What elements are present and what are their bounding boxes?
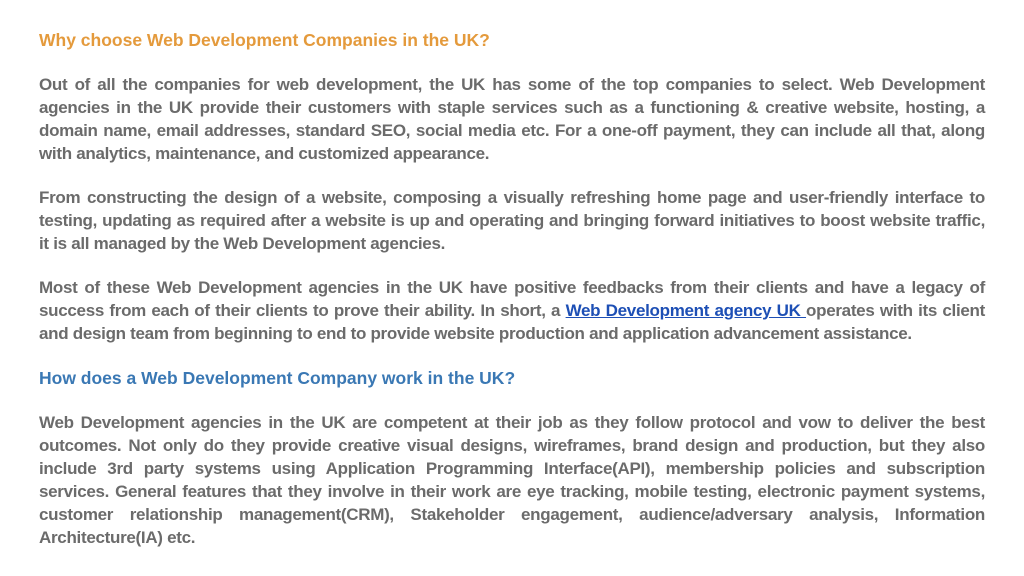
paragraph-companies-overview: Out of all the companies for web development, the UK has some of the top companies to select. Web Development agencies in the UK provide their customers with staple services such as a functioning & creative website, hosting, a domain name, email addresses, standard SEO, social media etc. For a one-off payment, they can include all that, along with analytics, maintenance, and customized appearance. bbox=[39, 75, 985, 163]
paragraph-feedback-text-start: Most of these Web Development agencies in the UK have positive feedbacks from their clients and have a legacy of success from each of their clients to prove their ability. In short, a bbox=[39, 278, 985, 320]
section-heading-why-choose: Why choose Web Development Companies in the UK? bbox=[39, 30, 490, 50]
paragraph-design-process: From constructing the design of a website, composing a visually refreshing home page and user-friendly interface to testing, updating as required after a website is up and operating and bringing forward initiatives to boost website traffic, it is all managed by the Web Development agencies. bbox=[39, 188, 985, 253]
web-development-agency-link[interactable]: Web Development agency UK bbox=[565, 301, 807, 320]
paragraph-feedback bbox=[39, 276, 985, 345]
paragraph-feedback-text-end: operates with its client and design team from beginning to end to provide website production and application advancement assistance. bbox=[39, 301, 985, 343]
paragraph-competence: Web Development agencies in the UK are competent at their job as they follow protocol and vow to deliver the best outcomes. Not only do they provide creative visual designs, wireframes, brand design and production, but they also include 3rd party systems using Application Programming Interface(API), membership policies and subscription services. General features that they involve in their work are eye tracking, mobile testing, electronic payment systems, customer relationship management(CRM), Stakeholder engagement, audience/adversary analysis, Information Architecture(IA) etc. bbox=[39, 413, 985, 547]
section-heading-how-it-works: How does a Web Development Company work in the UK? bbox=[39, 368, 516, 388]
